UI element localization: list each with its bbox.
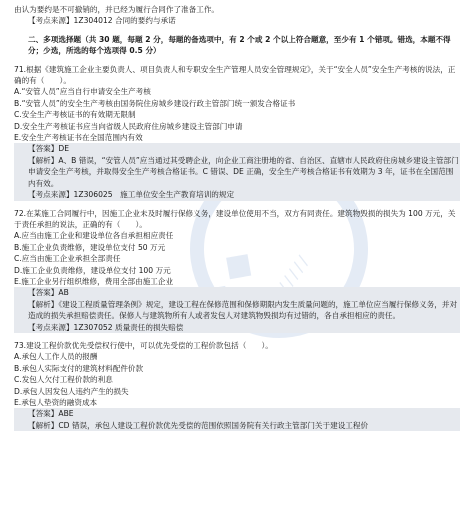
question-72 xyxy=(14,208,460,333)
question-stem: 72.在某施工合同履行中，因施工企业未及时履行保修义务，建设单位使用不当，双方有同责任。建筑物毁损的损失为 100 万元，关于责任承担的说法，正确的有（ ）。 xyxy=(14,208,456,229)
option-a: A.承包人工作人员的报酬 xyxy=(14,352,98,362)
text-line: 由认为要约是不可撤销的，并已经为履行合同作了准备工作。 xyxy=(14,5,220,14)
watermark-mark: ◆◆ xyxy=(186,232,269,323)
option-b: B.“安管人员”的安全生产考核由国务院住房城乡建设行政主管部门统一颁发合格证书 xyxy=(14,98,296,108)
watermark-url-mark: /////// xyxy=(264,249,314,310)
analysis: 【解析】CD 错误，承包人建设工程价款优先受偿的范围依照国务院有关行政主管部门关于建设工程价 xyxy=(14,420,460,431)
source-line: 【考点来源】1Z304012 合同的要约与承诺 xyxy=(28,16,176,26)
analysis: 【解析】A、B 错误，“安管人员”应当通过其受聘企业，向企业工商注册地的省、自治区、直辖市人民政府住房城乡建设主管部门申请安全生产考核，并取得安全生产考核合格证书。C 错误、DE 正确，安全生产考核合格证书有效期为 3 年，证书在全国范围内有效。 xyxy=(14,155,460,189)
option-d: D.施工企业负责维修，建设单位支付 100 万元 xyxy=(14,265,171,275)
exam-document xyxy=(14,4,460,431)
option-e: E.承包人垫资的融资成本 xyxy=(14,398,98,407)
option-b: B.承包人实际支付的建筑材料配件价款 xyxy=(14,363,144,373)
source-line: 【考点来源】1Z307052 质量责任的损失赔偿 xyxy=(14,322,460,333)
option-c: C.应当由施工企业承担全部责任 xyxy=(14,254,121,264)
question-stem: 73.建设工程价款优先受偿权行使中，可以优先受偿的工程价款包括（ ）。 xyxy=(14,340,273,350)
answer: 【答案】DE xyxy=(14,143,460,154)
option-e: E.施工企业另行组织维修，费用全部由施工企业 xyxy=(14,276,174,286)
question-71 xyxy=(14,64,460,201)
option-a: A.应当由施工企业和建设单位各自承担相应责任 xyxy=(14,231,174,241)
analysis: 【解析】《建设工程质量管理条例》规定，建设工程在保修范围和保修期限内发生质量问题的，施工单位应当履行保修义务，并对造成的损失承担赔偿责任。保修人与建筑物所有人或者发包人对建筑物毁损均有过错的，各自承担相应的责任。 xyxy=(14,299,460,322)
answer: 【答案】ABE xyxy=(14,408,460,419)
option-e: E.安全生产考核证书在全国范围内有效 xyxy=(14,133,143,143)
option-b: B.施工企业负责维修，建设单位支付 50 万元 xyxy=(14,242,166,252)
question-73 xyxy=(14,340,460,431)
option-d: D.承包人因发包人违约产生的损失 xyxy=(14,386,129,396)
option-c: C.发包人欠付工程价款的利息 xyxy=(14,375,113,385)
source-line: 【考点来源】1Z306025 施工单位安全生产教育培训的规定 xyxy=(14,189,460,200)
answer: 【答案】AB xyxy=(14,287,460,298)
question-stem: 71.根据《建筑施工企业主要负责人、项目负责人和专职安全生产管理人员安全管理规定》，关于“安全人员”安全生产考核的说法，正确的有（ ）。 xyxy=(14,64,456,86)
section-header: 二、多项选择题（共 30 题，每题 2 分，每题的备选项中，有 2 个或 2 个以上符合题意，至少有 1 个错项。错选，本题不得分；少选，所选的每个选项得 0.5 分） xyxy=(28,34,451,56)
option-a: A.“安管人员”应当自行申请安全生产考核 xyxy=(14,87,151,97)
option-d: D.安全生产考核证书应当向省级人民政府住房城乡建设主管部门申请 xyxy=(14,121,243,131)
option-c: C.安全生产考核证书的有效期无限制 xyxy=(14,110,136,120)
